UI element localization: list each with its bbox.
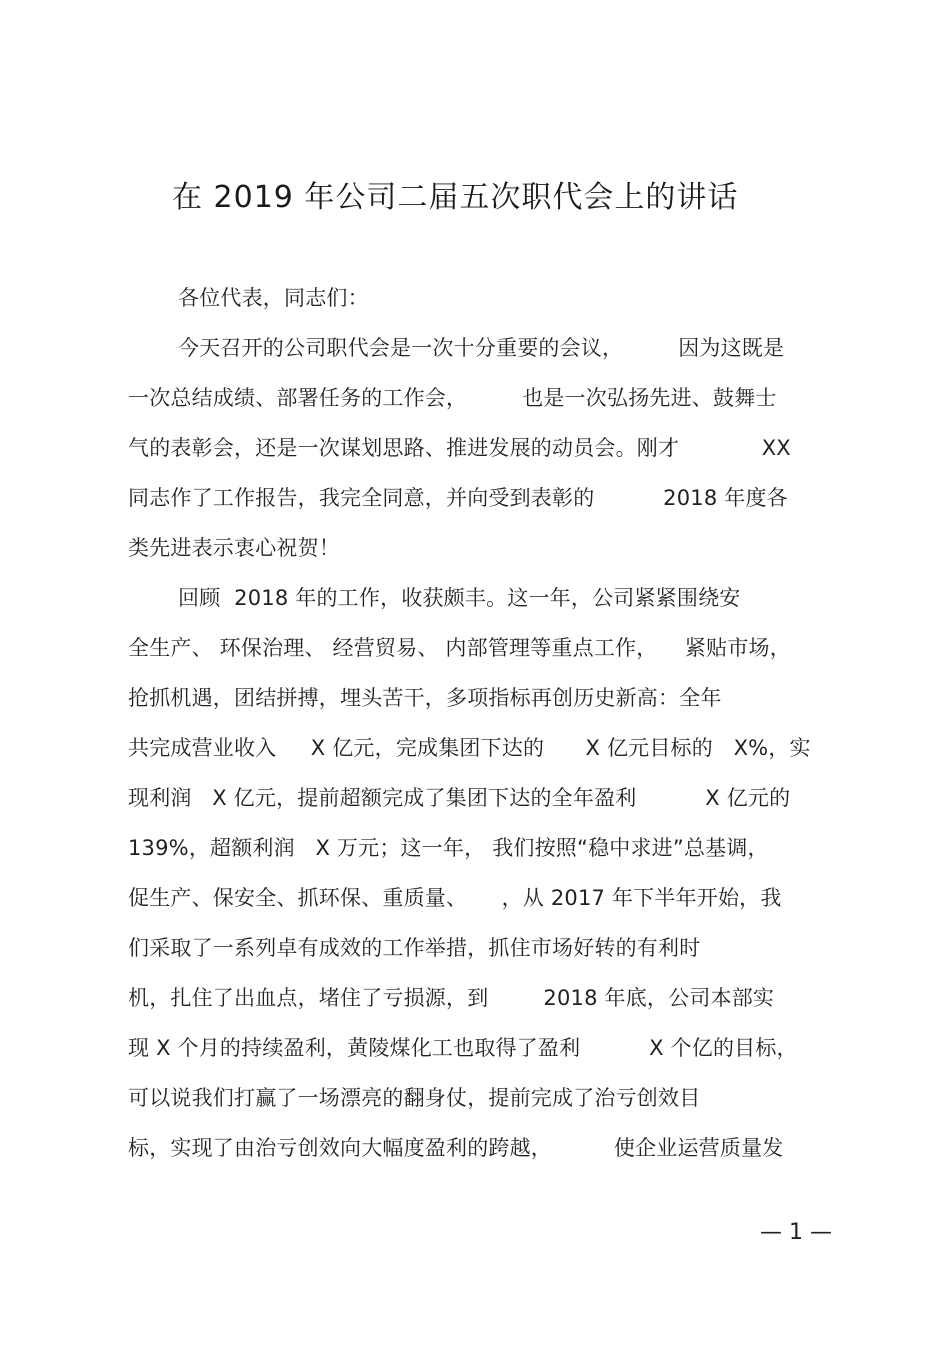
paragraph-line: 促生产、保安全、抓环保、重质量、 ，从 2017 年下半年开始，我 [128,886,782,910]
paragraph-line: 们采取了一系列卓有成效的工作举措，抓住市场好转的有利时 [128,936,701,960]
paragraph-line: 一次总结成绩、部署任务的工作会， 也是一次弘扬先进、鼓舞士 [128,386,777,410]
paragraph-line: 今天召开的公司职代会是一次十分重要的会议， 因为这既是 [178,336,785,360]
paragraph-line: 全生产、 环保治理、 经营贸易、 内部管理等重点工作， 紧贴市场， [128,636,791,660]
paragraph-line: 气的表彰会，还是一次谋划思路、推进发展的动员会。刚才 XX [128,436,791,460]
paragraph-line: 抢抓机遇，团结拼搏，埋头苦干，多项指标再创历史新高：全年 [128,686,722,710]
page-number: — 1 — [760,1220,832,1245]
paragraph-line: 现 X 个月的持续盈利，黄陵煤化工也取得了盈利 X 个亿的目标， [128,1036,798,1060]
paragraph-line: 139%，超额利润 X 万元；这一年， 我们按照“稳中求进”总基调， [128,836,769,860]
paragraph-line: 类先进表示衷心祝贺！ [128,536,340,560]
document-title: 在 2019 年公司二届五次职代会上的讲话 [172,180,739,215]
paragraph-line: 同志作了工作报告，我完全同意，并向受到表彰的 2018 年度各 [128,486,788,510]
paragraph-line: 机，扎住了出血点，堵住了亏损源，到 2018 年底，公司本部实 [128,986,775,1010]
paragraph-line: 共完成营业收入 X 亿元，完成集团下达的 X 亿元目标的 X%，实 [128,736,811,760]
salutation-line: 各位代表，同志们： [178,286,369,310]
paragraph-line: 回顾 2018 年的工作，收获颇丰。这一年，公司紧紧围绕安 [178,586,741,610]
paragraph-line: 标，实现了由治亏创效向大幅度盈利的跨越， 使企业运营质量发 [128,1136,784,1160]
paragraph-line: 可以说我们打赢了一场漂亮的翻身仗，提前完成了治亏创效目 [128,1086,701,1110]
paragraph-line: 现利润 X 亿元，提前超额完成了集团下达的全年盈利 X 亿元的 [128,786,791,810]
